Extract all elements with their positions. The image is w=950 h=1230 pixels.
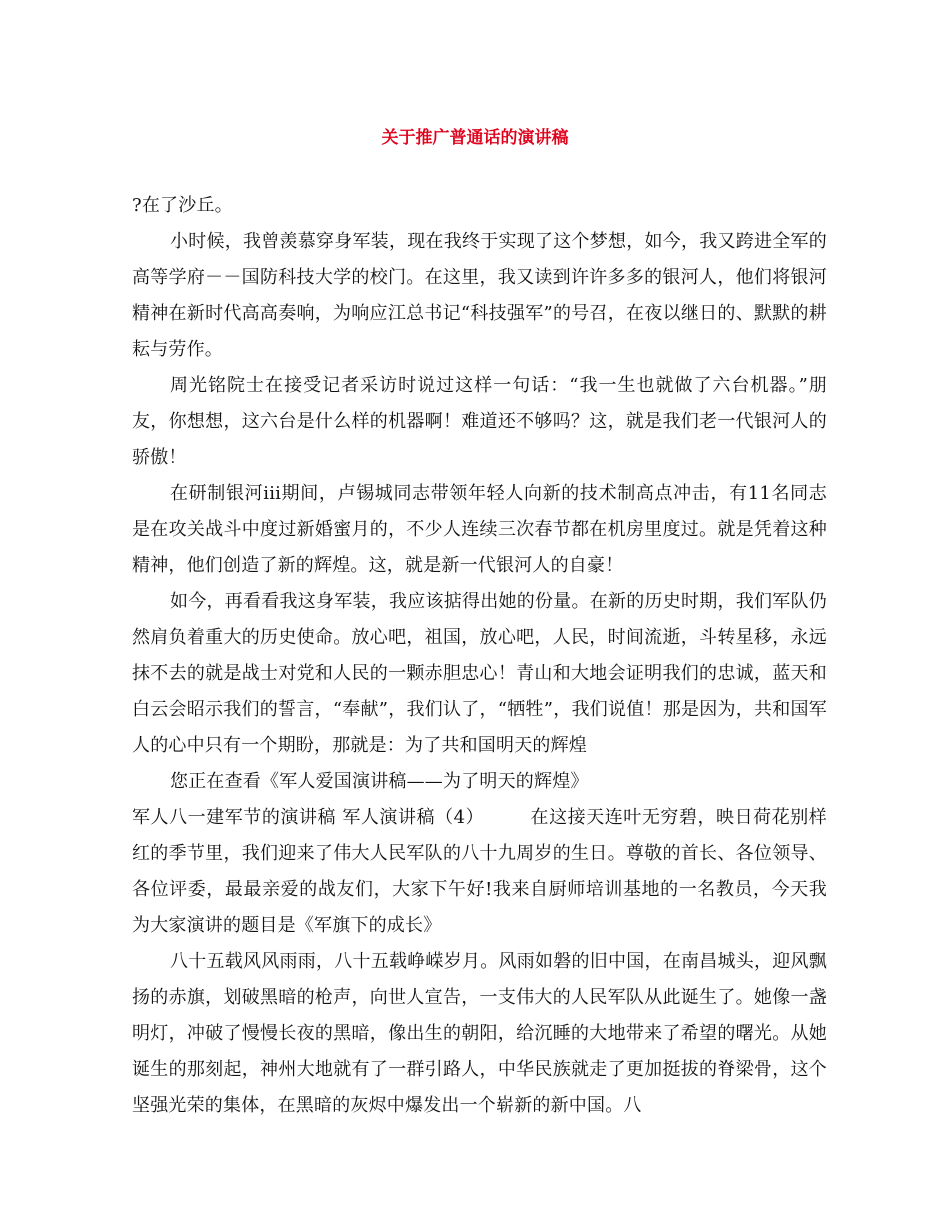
paragraph-fragment: ?在了沙丘。	[132, 195, 233, 216]
document-title: 关于推广普通话的演讲稿	[381, 128, 569, 148]
paragraph-1: 小时候，我曾羡慕穿身军装，现在我终于实现了这个梦想，如今，我又跨进全军的高等学府－－国防科技大学的校门。在这里，我又读到许许多多的银河人，他们将银河精神在新时代高高奏响，为响应江总书记“科技强军”的号召，在夜以继日的、默默的耕耘与劳作。	[132, 231, 827, 360]
paragraph-5: 您正在查看《军人爱国演讲稿——为了明天的辉煌》	[170, 771, 589, 792]
paragraph-6-text: 在这接天连叶无穷碧，映日荷花别样红的季节里，我们迎来了伟大人民军队的八十九周岁的生日。尊敬的首长、各位领导、各位评委，最最亲爱的战友们，大家下午好!我来自厨师培训基地的一名教员，今天我为大家演讲的题目是《军旗下的成长》	[132, 807, 827, 936]
paragraph-2: 周光铭院士在接受记者采访时说过这样一句话：“我一生也就做了六台机器。”朋友，你想想，这六台是什么样的机器啊！难道还不够吗？这，就是我们老一代银河人的骄傲！	[132, 375, 827, 468]
paragraph-6	[132, 800, 827, 944]
paragraph-7: 八十五载风风雨雨，八十五载峥嵘岁月。风雨如磐的旧中国，在南昌城头，迎风飘扬的赤旗，划破黑暗的枪声，向世人宣告，一支伟大的人民军队从此诞生了。她像一盏明灯，冲破了慢慢长夜的黑暗，像出生的朝阳，给沉睡的大地带来了希望的曙光。从她诞生的那刻起，神州大地就有了一群引路人，中华民族就走了更加挺拔的脊梁骨，这个坚强光荣的集体，在黑暗的灰烬中爆发出一个崭新的新中国。八	[132, 951, 827, 1116]
paragraph-3: 在研制银河iii期间，卢锡城同志带领年轻人向新的技术制高点冲击，有11名同志是在攻关战斗中度过新婚蜜月的，不少人连续三次春节都在机房里度过。就是凭着这种精神，他们创造了新的辉煌。这，就是新一代银河人的自豪！	[132, 483, 827, 576]
document-body	[132, 188, 827, 1124]
section-heading: 军人八一建军节的演讲稿 军人演讲稿（4）	[132, 807, 485, 828]
paragraph-4: 如今，再看看我这身军装，我应该掂得出她的份量。在新的历史时期，我们军队仍然肩负着重大的历史使命。放心吧，祖国，放心吧，人民，时间流逝，斗转星移，永远抹不去的就是战士对党和人民的一颗赤胆忠心！青山和大地会证明我们的忠诚，蓝天和白云会昭示我们的誓言，“奉献”，我们认了，“牺牲”，我们说值！那是因为，共和国军人的心中只有一个期盼，那就是：为了共和国明天的辉煌	[132, 591, 827, 756]
